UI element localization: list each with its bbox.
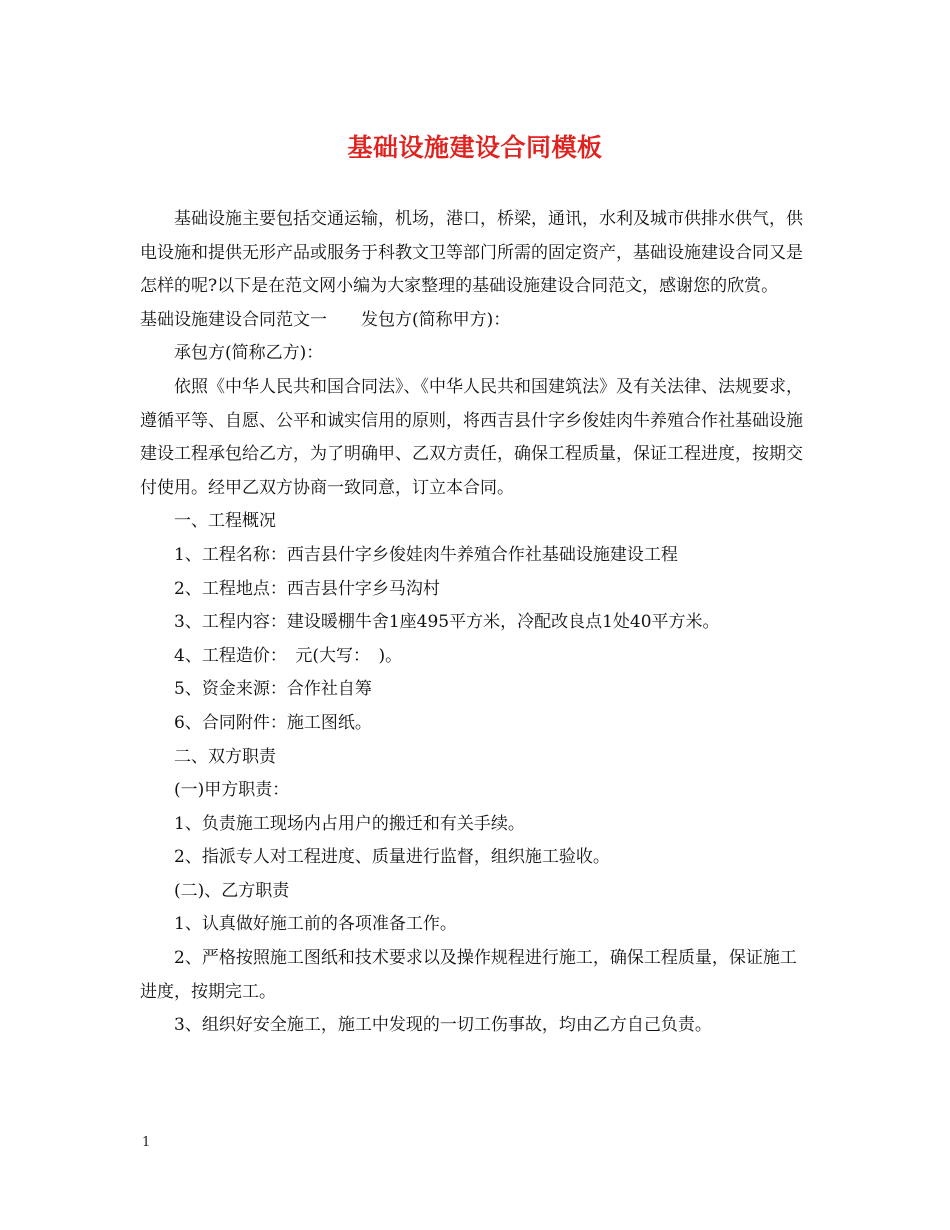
list-item: 1、认真做好施工前的各项准备工作。: [174, 914, 457, 935]
list-item: 6、合同附件：施工图纸。: [174, 712, 372, 733]
list-item: 4、工程造价： 元(大写： )。: [174, 645, 403, 666]
section-heading-overview: 一、工程概况: [174, 511, 276, 532]
intro-paragraph: 基础设施主要包括交通运输，机场，港口，桥梁，通讯，水利及城市供排水供气，供电设施和提供无形产品或服务于科教文卫等部门所需的固定资产，基础设施建设合同又是怎样的呢?以下是在范文网小编为大家整理的基础设施建设合同范文，感谢您的欣赏。: [140, 209, 803, 297]
list-item: 2、严格按照施工图纸和技术要求以及操作规程进行施工，确保工程质量，保证施工进度，按期完工。: [140, 948, 797, 1002]
list-item: 2、指派专人对工程进度、质量进行监督，组织施工验收。: [174, 847, 610, 868]
document-title: 基础设施建设合同模板: [347, 133, 603, 162]
list-item: 2、工程地点：西吉县什字乡马沟村: [174, 578, 440, 599]
subsection-heading-party-b: (二)、乙方职责: [174, 880, 290, 901]
list-item: 3、组织好安全施工，施工中发现的一切工伤事故，均由乙方自己负责。: [174, 1015, 712, 1036]
list-item: 3、工程内容：建设暖棚牛舍1座495平方米，冷配改良点1处40平方米。: [174, 612, 720, 633]
list-item: 1、工程名称：西吉县什字乡俊娃肉牛养殖合作社基础设施建设工程: [174, 544, 678, 565]
legal-basis-paragraph: 依照《中华人民共和国合同法》、《中华人民共和国建筑法》及有关法律、法规要求，遵循平等、自愿、公平和诚实信用的原则，将西吉县什字乡俊娃肉牛养殖合作社基础设施建设工程承包给乙方，为了明确甲、乙双方责任，确保工程质量，保证工程进度，按期交付使用。经甲乙双方协商一致同意，订立本合同。: [140, 376, 803, 498]
document-body: [140, 203, 812, 1043]
section-heading-duties: 二、双方职责: [174, 746, 276, 767]
page-number: 1: [142, 1135, 151, 1150]
section-heading-contract-sample: 基础设施建设合同范文一 发包方(简称甲方)：: [140, 309, 511, 330]
subsection-heading-party-a: (一)甲方职责：: [174, 780, 290, 801]
contractor-party-line: 承包方(简称乙方)：: [174, 343, 324, 364]
list-item: 1、负责施工现场内占用户的搬迁和有关手续。: [174, 813, 525, 834]
list-item: 5、资金来源：合作社自筹: [174, 679, 372, 700]
